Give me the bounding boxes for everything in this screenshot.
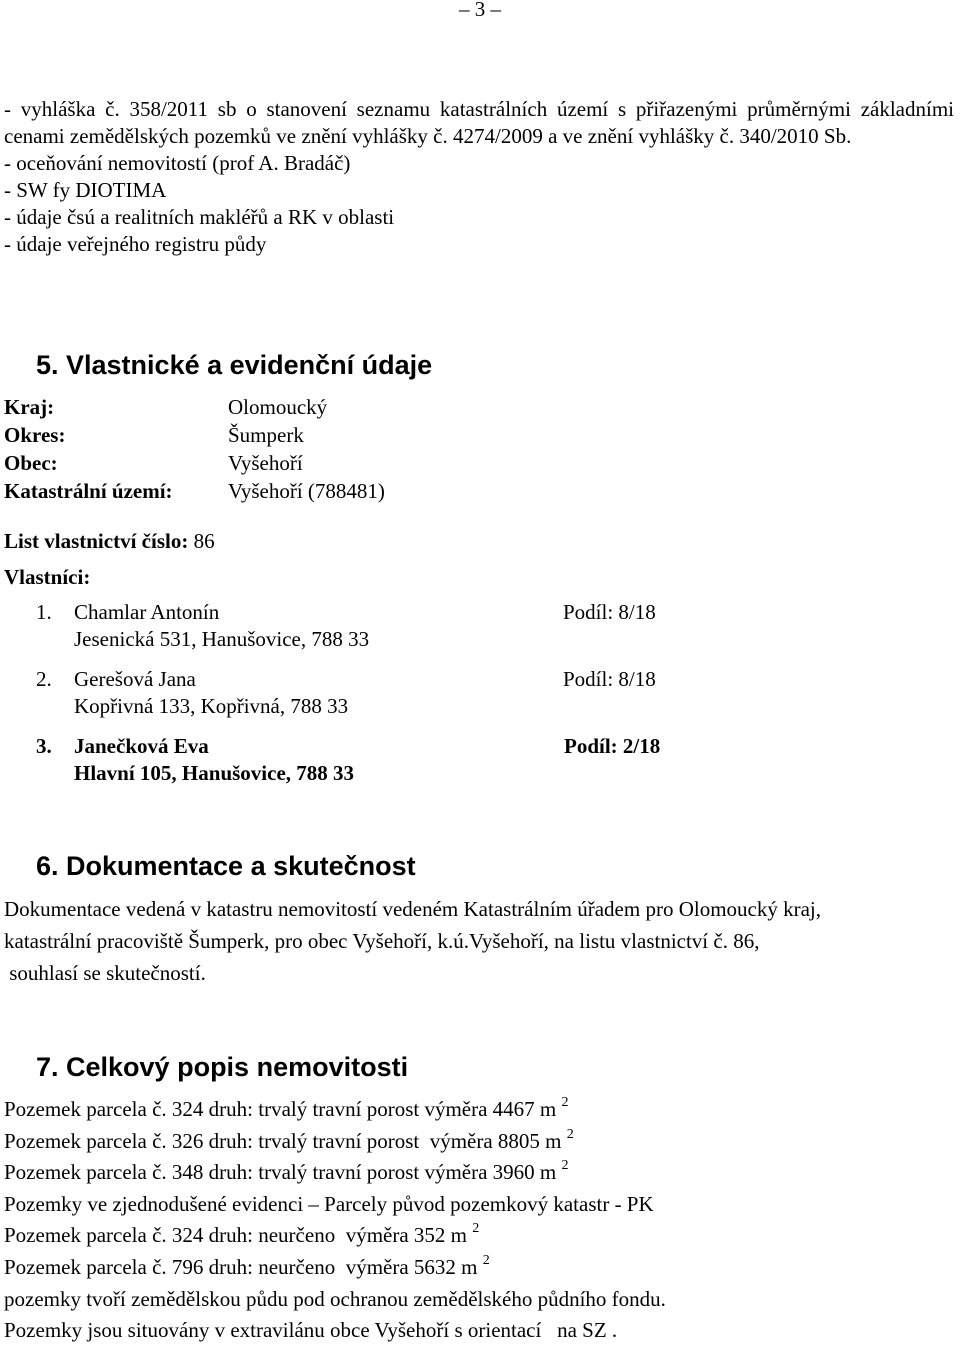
katastr-value: Vyšehoří (788481) [228, 479, 385, 503]
area-exponent: 2 [566, 1126, 574, 1142]
intro-line: - oceňování nemovitostí (prof A. Bradáč) [4, 151, 351, 175]
kraj-value: Olomoucký [228, 395, 328, 419]
intro-line: - SW fy DIOTIMA [4, 178, 167, 202]
property-location [4, 393, 604, 505]
section6-text [4, 893, 952, 989]
owner-number: 3. [36, 734, 52, 758]
parcel-text: Pozemek parcela č. 348 druh: trvalý travní porost výměra 3960 m [4, 1160, 562, 1185]
section5-heading: 5. Vlastnické a evidenční údaje [36, 350, 433, 380]
parcel-line [4, 1252, 954, 1284]
section6-line: katastrální pracoviště Šumperk, pro obec Vyšehoří, k.ú.Vyšehoří, na listu vlastnictví č. 86, [4, 929, 760, 953]
section6-line: Dokumentace vedená v katastru nemovitostí vedeném Katastrálním úřadem pro Olomoucký kraj, [4, 897, 822, 921]
owner-1 [36, 599, 736, 653]
owner-address: Jesenická 531, Hanušovice, 788 33 [74, 627, 370, 651]
parcel-text: Pozemek parcela č. 324 druh: neurčeno výměra 352 m [4, 1223, 473, 1248]
intro-line: - údaje čsú a realitních makléřů a RK v oblasti [4, 205, 395, 229]
okres-label: Okres: [4, 423, 66, 447]
owner-name: Chamlar Antonín [74, 600, 220, 624]
obec-value: Vyšehoří [228, 451, 303, 475]
parcel-text: Pozemky ve zjednodušené evidenci – Parcely původ pozemkový katastr - PK [4, 1191, 654, 1216]
area-exponent: 2 [472, 1221, 480, 1237]
owner-number: 2. [36, 667, 52, 691]
parcel-line [4, 1157, 954, 1189]
intro-line: - vyhláška č. 358/2011 sb o stanovení seznamu katastrálních území s přiřazenými průměrnými základními cenami zemědělských pozemků ve znění vyhlášky č. 4274/2009 a ve znění vyhlášky č. 340/2010 Sb. [4, 97, 954, 148]
intro-sources [4, 96, 954, 258]
kv-row-kraj [4, 393, 604, 421]
kv-row-okres [4, 421, 604, 449]
owner-2 [36, 666, 736, 720]
parcel-line [4, 1220, 954, 1252]
owner-3 [36, 733, 736, 787]
area-exponent: 2 [482, 1252, 490, 1268]
parcel-text: Pozemek parcela č. 326 druh: trvalý travní porost výměra 8805 m [4, 1128, 567, 1153]
section6-line: souhlasí se skutečností. [4, 961, 206, 985]
katastr-label: Katastrální území: [4, 479, 173, 503]
owner-share: Podíl: 2/18 [564, 734, 661, 758]
kv-row-katastr [4, 477, 604, 505]
parcel-line [4, 1284, 954, 1316]
owner-address: Hlavní 105, Hanušovice, 788 33 [74, 761, 355, 785]
parcel-text: Pozemek parcela č. 796 druh: neurčeno výměra 5632 m [4, 1254, 483, 1279]
okres-value: Šumperk [228, 423, 304, 447]
page-number: – 3 – [459, 0, 501, 21]
area-exponent: 2 [561, 1158, 569, 1174]
parcel-text: Pozemek parcela č. 324 druh: trvalý travní porost výměra 4467 m [4, 1097, 562, 1121]
parcel-line [4, 1189, 954, 1221]
lv-label: List vlastnictví číslo: [4, 529, 189, 553]
kv-row-obec [4, 449, 604, 477]
owner-name: Janečková Eva [74, 734, 209, 758]
parcel-text: Pozemky jsou situovány v extravilánu obce Vyšehoří s orientací na SZ . [4, 1318, 618, 1343]
area-exponent: 2 [561, 1095, 569, 1110]
owner-share: Podíl: 8/18 [563, 667, 656, 691]
lv-value: 86 [188, 529, 215, 553]
parcel-line [4, 1094, 954, 1126]
parcel-text: pozemky tvoří zemědělskou půdu pod ochranou zemědělského půdního fondu. [4, 1286, 666, 1311]
section6-heading: 6. Dokumentace a skutečnost [36, 851, 416, 881]
section7-list [4, 1094, 954, 1347]
owners-label: Vlastníci: [4, 565, 91, 589]
section7-heading: 7. Celkový popis nemovitosti [36, 1052, 409, 1082]
owner-address: Kopřivná 133, Kopřivná, 788 33 [74, 694, 349, 718]
obec-label: Obec: [4, 451, 58, 475]
owner-number: 1. [36, 600, 52, 624]
kraj-label: Kraj: [4, 395, 55, 419]
owner-share: Podíl: 8/18 [563, 600, 656, 624]
parcel-line [4, 1315, 954, 1347]
lv-line [4, 527, 215, 555]
parcel-line [4, 1126, 954, 1158]
intro-line: - údaje veřejného registru půdy [4, 232, 267, 256]
owner-name: Gerešová Jana [74, 667, 196, 691]
